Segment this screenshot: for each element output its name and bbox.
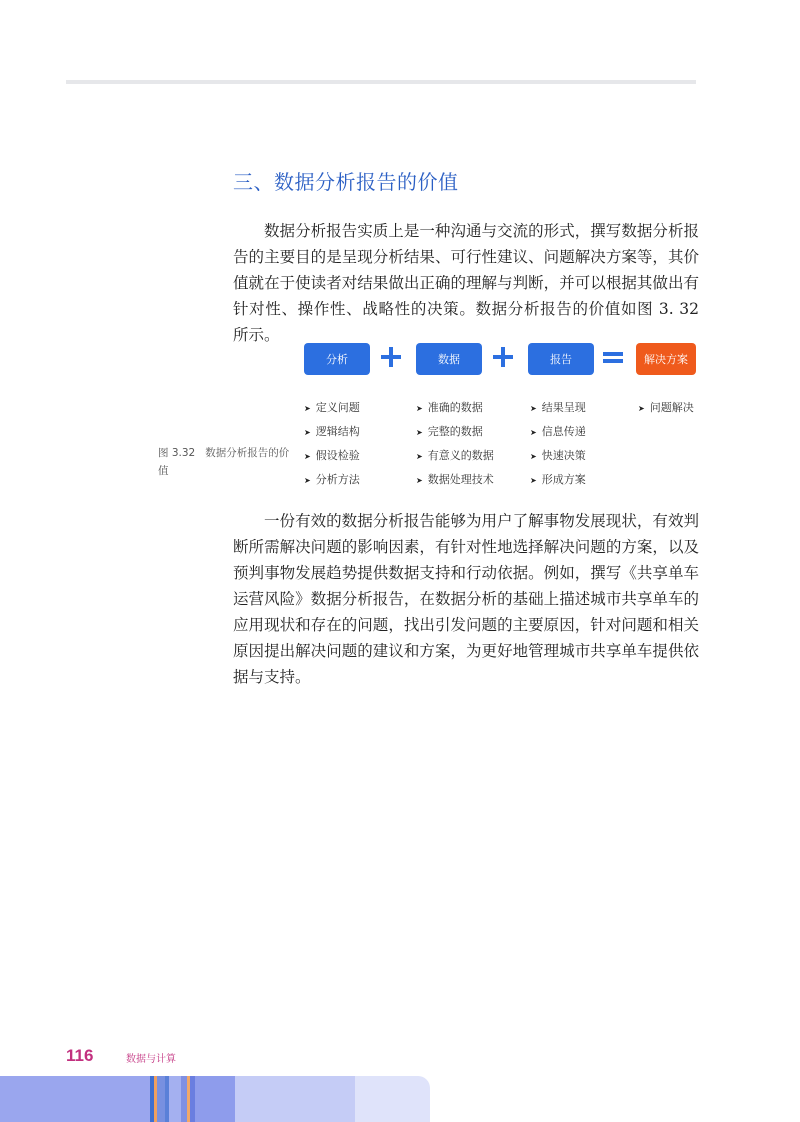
figure-box-report: 报告 [528,343,594,375]
figure-column-data [416,396,494,492]
list-item: ➤ 结果呈现 [530,401,586,414]
list-item: ➤ 数据处理技术 [416,473,494,486]
paragraph-1: 数据分析报告实质上是一种沟通与交流的形式，撰写数据分析报告的主要目的是呈现分析结果、可行性建议、问题解决方案等，其价值就在于使读者对结果做出正确的理解与判断，并可以根据其做出有针对性、操作性、战略性的决策。数据分析报告的价值如图 3. 32 所示。 [233,222,699,344]
arrow-right-icon: ➤ [530,452,537,461]
arrow-right-icon: ➤ [304,404,311,413]
arrow-right-icon: ➤ [416,476,423,485]
page-number: 116 [66,1046,94,1065]
list-item: ➤ 信息传递 [530,425,586,438]
arrow-right-icon: ➤ [304,428,311,437]
caption-text: 数据分析报告的价值 [158,447,290,477]
figure-caption [158,444,298,480]
figure-column-analysis [304,396,360,492]
arrow-right-icon: ➤ [530,428,537,437]
arrow-right-icon: ➤ [638,404,645,413]
plus-icon [380,346,402,368]
figure-box-data: 数据 [416,343,482,375]
footer-decoration [0,1076,430,1122]
book-title: 数据与计算 [126,1054,176,1065]
figure-column-report [530,396,586,492]
list-item: ➤ 定义问题 [304,401,360,414]
list-item: ➤ 有意义的数据 [416,449,494,462]
paragraph-2: 一份有效的数据分析报告能够为用户了解事物发展现状，有效判断所需解决问题的影响因素，有针对性地选择解决问题的方案，以及预判事物发展趋势提供数据支持和行动依据。例如，撰写《共享单车运营风险》数据分析报告，在数据分析的基础上描述城市共享单车的应用现状和存在的问题，找出引发问题的主要原因，针对问题和相关原因提出解决问题的建议和方案，为更好地管理城市共享单车提供依据与支持。 [233,512,699,686]
figure-column-solution [638,396,694,420]
value-figure [300,340,700,490]
list-item: ➤ 问题解决 [638,401,694,414]
header-rule [66,80,696,84]
list-item: ➤ 假设检验 [304,449,360,462]
arrow-right-icon: ➤ [530,404,537,413]
plus-icon [492,346,514,368]
arrow-right-icon: ➤ [530,476,537,485]
list-item: ➤ 分析方法 [304,473,360,486]
list-item: ➤ 完整的数据 [416,425,483,438]
arrow-right-icon: ➤ [416,404,423,413]
list-item: ➤ 快速决策 [530,449,586,462]
arrow-right-icon: ➤ [304,476,311,485]
section-title: 三、数据分析报告的价值 [233,170,459,194]
list-item: ➤ 形成方案 [530,473,586,486]
arrow-right-icon: ➤ [416,428,423,437]
equals-icon [602,346,624,368]
arrow-right-icon: ➤ [416,452,423,461]
caption-number: 图 3.32 [158,447,196,459]
arrow-right-icon: ➤ [304,452,311,461]
figure-box-solution: 解决方案 [636,343,696,375]
figure-box-analysis: 分析 [304,343,370,375]
list-item: ➤ 准确的数据 [416,401,483,414]
list-item: ➤ 逻辑结构 [304,425,360,438]
